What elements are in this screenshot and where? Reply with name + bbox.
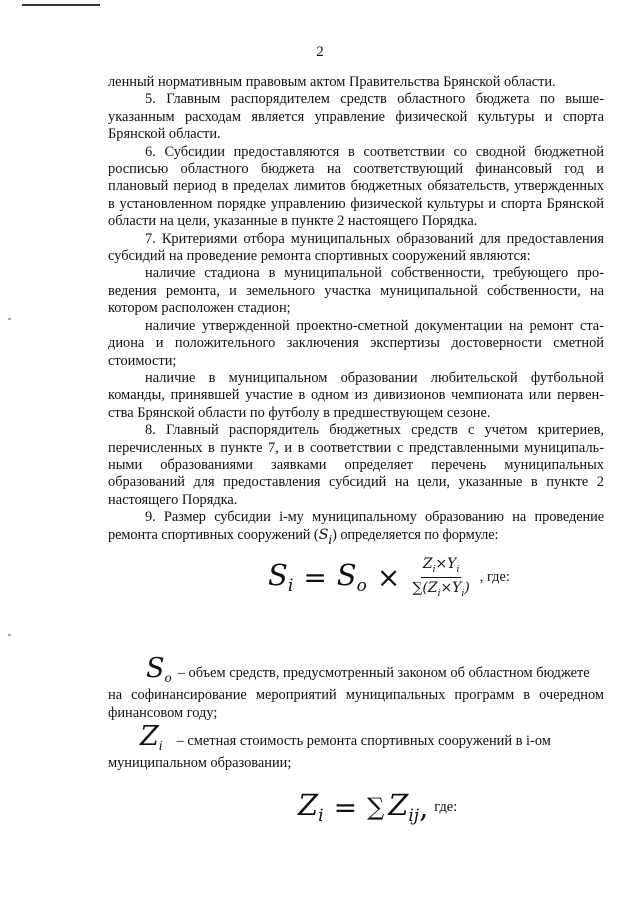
page-number: 2 bbox=[316, 44, 324, 60]
paragraph-7-criterion-2: наличие утвержденной проектно-сметной документации на ремонт стадиона и положительного заключения экспертизы достоверности сметной стоимости; bbox=[108, 317, 604, 369]
definition-zi: $Z_i$ – сметная стоимость ремонта спортивных сооружений в i-ом муниципальном образовании; bbox=[108, 721, 551, 772]
definition-so: $S_o$ – объем средств, предусмотренный законом об областном бюджете на софинансирование мероприятий муниципальных программ в очередном финансовом году; bbox=[108, 653, 604, 721]
paragraph-8: 8. Главный распорядитель бюджетных средств с учетом критериев, перечисленных в пункте 7, и в соответствии с представленными муниципальными образованиями заявками определяет перечень муниципальных образований для предоставления субсидий на цели, указанные в пункте 2 настоящего Порядка. bbox=[108, 422, 604, 508]
paragraph-7-criterion-3: наличие в муниципальном образовании любительской футбольной команды, принявшей участие в одном из дивизионов чемпионата или первенства Брянской области по футболу в предшествующем сезоне. bbox=[108, 369, 604, 421]
document-body bbox=[108, 74, 604, 549]
paragraph-7: 7. Критериями отбора муниципальных образований для предоставления субсидий на проведение ремонта спортивных сооружений являются: bbox=[108, 230, 604, 265]
paragraph-continuation: ленный нормативным правовым актом Правительства Брянской области. bbox=[108, 74, 556, 90]
formula-fraction: $\frac{Z_i\times Y_i}{\sum(Z_i\times Y_i)}$ bbox=[412, 556, 470, 599]
scan-edge-line bbox=[22, 4, 100, 6]
paragraph-7-criterion-1: наличие стадиона в муниципальной собственности, требующего проведения ремонта, и земельного участка муниципальной собственности, на котором расположен стадион; bbox=[108, 265, 604, 317]
paragraph-6: 6. Субсидии предоставляются в соответствии со сводной бюджетной росписью областного бюджета на соответствующий финансовый год и плановый период в пределах лимитов бюджетных обязательств, утвержденных в установленном порядке управлению физической культуры и спорта Брянской области на цели, указанные в пункте 2 настоящего Порядка. bbox=[108, 143, 604, 230]
paragraph-5: 5. Главным распорядителем средств областного бюджета по вышеуказанным расходам является управление физической культуры и спорта Брянской области. bbox=[108, 91, 604, 143]
paragraph-9: 9. Размер субсидии i-му муниципальному образованию на проведение ремонта спортивных сооружений $(S_i)$ определяется по формуле: bbox=[108, 509, 604, 547]
scan-speck bbox=[8, 318, 11, 320]
zi-formula: $Z_i$ = ∑ $Z_{ij}$ , где: bbox=[298, 788, 458, 826]
scan-speck bbox=[8, 634, 11, 636]
subsidy-formula: $S_i$ = $S_o$ × $\frac{Z_i\times Y_i}{\sum(Z_i\times Y_i)}$ , где: bbox=[268, 556, 510, 599]
